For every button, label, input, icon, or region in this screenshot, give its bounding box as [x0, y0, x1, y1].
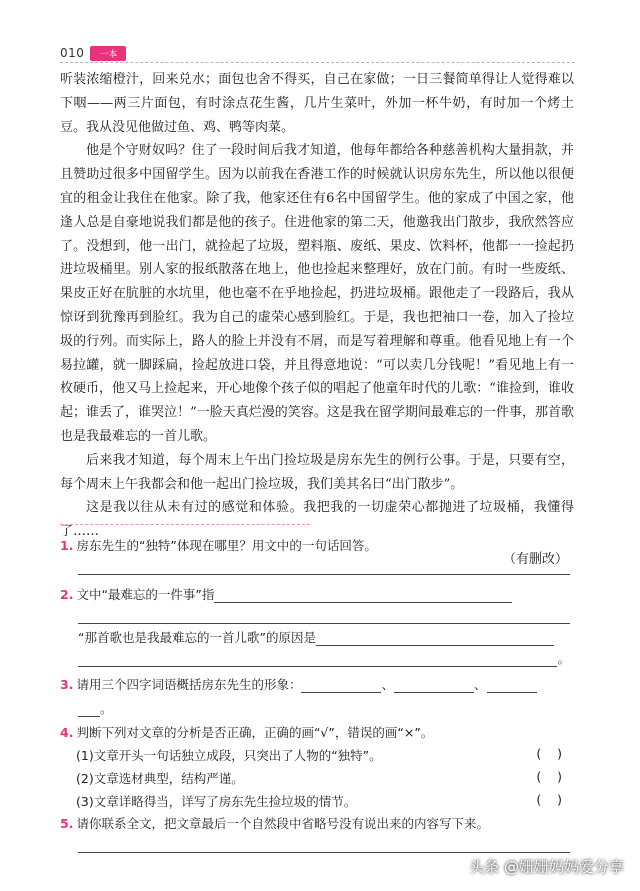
- answer-line[interactable]: [78, 832, 570, 853]
- answer-blank[interactable]: [487, 678, 537, 693]
- question-1: [60, 536, 570, 575]
- judgement-text: (1)文章开头一句话独立成段，只突出了人物的“独特”。: [76, 748, 382, 763]
- passage-paragraph: 后来我才知道，每个周末上午出门捡垃圾是房东先生的例行公事。于是，只要有空，每个周末上午我都会和他一起出门捡垃圾，我们美其名曰“出门散步”。: [60, 452, 574, 492]
- answer-paren[interactable]: ( ): [536, 792, 562, 807]
- page-header: [60, 45, 126, 61]
- question-number: 3.: [60, 677, 74, 692]
- judgement-text: (3)文章详略得当，详写了房东先生捡垃圾的情节。: [76, 794, 357, 809]
- question-section: [60, 536, 570, 853]
- question-3: [60, 675, 570, 717]
- question-4: [60, 723, 570, 810]
- answer-paren[interactable]: ( ): [536, 746, 562, 761]
- header-divider: [60, 62, 575, 63]
- answer-blank[interactable]: [78, 702, 100, 717]
- unit-badge: 一本: [90, 46, 126, 61]
- question-text: 判断下列对文章的分析是否正确，正确的画“√”，错误的画“×”。: [76, 725, 434, 740]
- question-5: [60, 814, 570, 853]
- question-text: 文中“最难忘的一件事”指: [76, 587, 215, 602]
- question-text: 请你联系全文，把文章最后一个自然段中省略号没有说出来的内容写下来。: [76, 816, 489, 831]
- judgement-text: (2)文章选材典型，结构严谨。: [76, 771, 244, 786]
- question-text: “那首歌也是我最难忘的一首儿歌”的原因是: [78, 630, 316, 645]
- question-number: 4.: [60, 725, 74, 740]
- source-note: （有删改）: [502, 551, 568, 567]
- question-number: 1.: [60, 538, 74, 553]
- page-number: 010: [60, 46, 85, 60]
- judgement-item: [60, 792, 570, 810]
- answer-line[interactable]: [78, 603, 570, 624]
- period: 。: [100, 701, 113, 716]
- answer-blank[interactable]: [316, 631, 554, 646]
- period: 。: [557, 651, 570, 666]
- answer-line[interactable]: [78, 554, 570, 575]
- passage-paragraph: 这是我以往从未有过的感觉和体验。我把我的一切虚荣心都抛进了垃圾桶，我懂得了……: [60, 500, 574, 540]
- question-number: 5.: [60, 816, 74, 831]
- answer-blank[interactable]: [78, 646, 557, 667]
- question-text: 房东先生的“独特”体现在哪里？用文中的一句话回答。: [76, 538, 377, 553]
- answer-blank[interactable]: [394, 678, 474, 693]
- separator: 、: [473, 677, 487, 692]
- watermark: 头条 @姗姗妈妈爱分享: [469, 858, 624, 876]
- reading-passage: [60, 68, 574, 572]
- question-text: 请用三个四字词语概括房东先生的形象：: [76, 677, 302, 692]
- passage-paragraph: 他是个守财奴吗？住了一段时间后我才知道，他每年都给各种慈善机构大量捐款，并且赞助过很多中国留学生。因为以前我在香港工作的时候就认识房东先生，所以他以很便宜的租金让我住在他家。除了我，他家还住有6名中国留学生。他的家成了中国之家，他逢人总是自豪地说我们都是他的孩子。住进他家的第二天，他邀我出门散步，我欣然答应了。没想到，他一出门，就捡起了垃圾，塑料瓶、废纸、果皮、饮料杯，他都一一捡起扔进垃圾桶里。别人家的报纸散落在地上，他也捡起来整理好，放在门前。有时一些废纸、果皮正好在肮脏的水坑里，他也毫不在乎地捡起，扔进垃圾桶。跟他走了一段路后，我从惊讶到犹豫再到脸红。我为自己的虚荣心感到脸红。于是，我也把袖口一卷，加入了捡垃圾的行列。而实际上，路人的脸上并没有不屑，而是写着理解和尊重。他看见地上有一个易拉罐，就一脚踩扁，捡起放进口袋，并且得意地说：“可以卖几分钱呢！”看见地上有一枚硬币，他又马上捡起来，开心地像个孩子似的唱起了他童年时代的儿歌：“谁捡到，谁收起；谁丢了，谁哭泣！”一脸天真烂漫的笑容。这是我在留学期间最难忘的一件事，那首歌也是我最难忘的一首儿歌。: [60, 143, 574, 444]
- question-2: [60, 585, 570, 667]
- answer-paren[interactable]: ( ): [536, 769, 562, 784]
- judgement-item: [60, 769, 570, 787]
- question-number: 2.: [60, 587, 74, 602]
- separator: 、: [381, 677, 394, 692]
- section-divider: [60, 524, 310, 525]
- passage-paragraph: 听装浓缩橙汁，回来兑水；面包也舍不得买，自己在家做；一日三餐简单得让人觉得难以下咽——两三片面包，有时涂点花生酱，几片生菜叶，外加一杯牛奶，有时加一个烤土豆。我从没见他做过鱼、鸡、鸭等肉菜。: [60, 72, 574, 135]
- judgement-item: [60, 746, 570, 764]
- answer-blank[interactable]: [214, 588, 512, 603]
- answer-blank[interactable]: [301, 678, 381, 693]
